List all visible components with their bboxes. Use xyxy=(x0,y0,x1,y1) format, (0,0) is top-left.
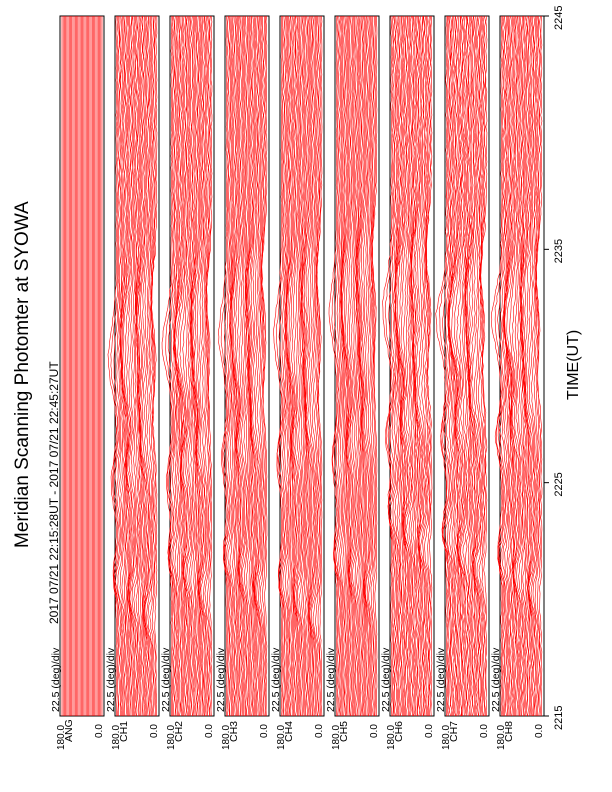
panel-scale-label: 22.5 (deg)/div xyxy=(325,647,337,712)
angle-tick-min: 0.0 xyxy=(479,724,490,738)
angle-tick-min: 0.0 xyxy=(369,724,380,738)
channel-label: CH7 xyxy=(448,720,460,742)
channel-label: CH6 xyxy=(393,720,405,742)
panel-scale-label: 22.5 (deg)/div xyxy=(380,647,392,712)
panel-scale-label: 22.5 (deg)/div xyxy=(490,647,502,712)
angle-tick-min: 0.0 xyxy=(424,724,435,738)
panel-scale-label: 22.5 (deg)/div xyxy=(270,647,282,712)
angle-tick-min: 0.0 xyxy=(204,724,215,738)
time-tick-label: 2245 xyxy=(553,5,565,30)
angle-tick-max: 180.0 xyxy=(56,724,67,750)
angle-tick-max: 180.0 xyxy=(331,724,342,750)
panel-scale-label: 22.5 (deg)/div xyxy=(105,647,117,712)
time-tick-label: 2235 xyxy=(553,238,565,264)
channel-label: CH4 xyxy=(283,720,295,742)
angle-tick-max: 180.0 xyxy=(221,724,232,750)
angle-tick-min: 0.0 xyxy=(94,724,105,738)
channel-label: CH8 xyxy=(503,720,515,742)
angle-tick-max: 180.0 xyxy=(166,724,177,750)
panel-scale-label: 22.5 (deg)/div xyxy=(160,647,172,712)
time-range-label: 2017 07/21 22:15:28UT - 2017 07/21 22:45:27UT xyxy=(47,361,61,624)
angle-tick-max: 180.0 xyxy=(111,724,122,750)
time-tick-label: 2225 xyxy=(553,472,565,497)
channel-label: CH2 xyxy=(173,720,185,742)
time-tick-label: 2215 xyxy=(553,705,565,730)
channel-label: CH3 xyxy=(228,720,240,742)
angle-tick-max: 180.0 xyxy=(441,724,452,750)
channel-label: CH5 xyxy=(338,720,350,742)
angle-tick-max: 180.0 xyxy=(496,724,507,750)
x-axis-label: TIME(UT) xyxy=(565,329,582,400)
angle-tick-min: 0.0 xyxy=(534,724,545,738)
angle-tick-min: 0.0 xyxy=(314,724,325,738)
chart-title: Meridian Scanning Photomter at SYOWA xyxy=(12,201,33,548)
panel-scale-label: 22.5 (deg)/div xyxy=(50,647,62,712)
panel-scale-label: 22.5 (deg)/div xyxy=(435,647,447,712)
angle-tick-max: 180.0 xyxy=(276,724,287,750)
panel-scale-label: 22.5 (deg)/div xyxy=(215,647,227,712)
angle-tick-min: 0.0 xyxy=(259,724,270,738)
channel-label: CH1 xyxy=(118,720,130,742)
angle-tick-max: 180.0 xyxy=(386,724,397,750)
angle-tick-min: 0.0 xyxy=(149,724,160,738)
channel-label: ANG xyxy=(63,719,75,742)
